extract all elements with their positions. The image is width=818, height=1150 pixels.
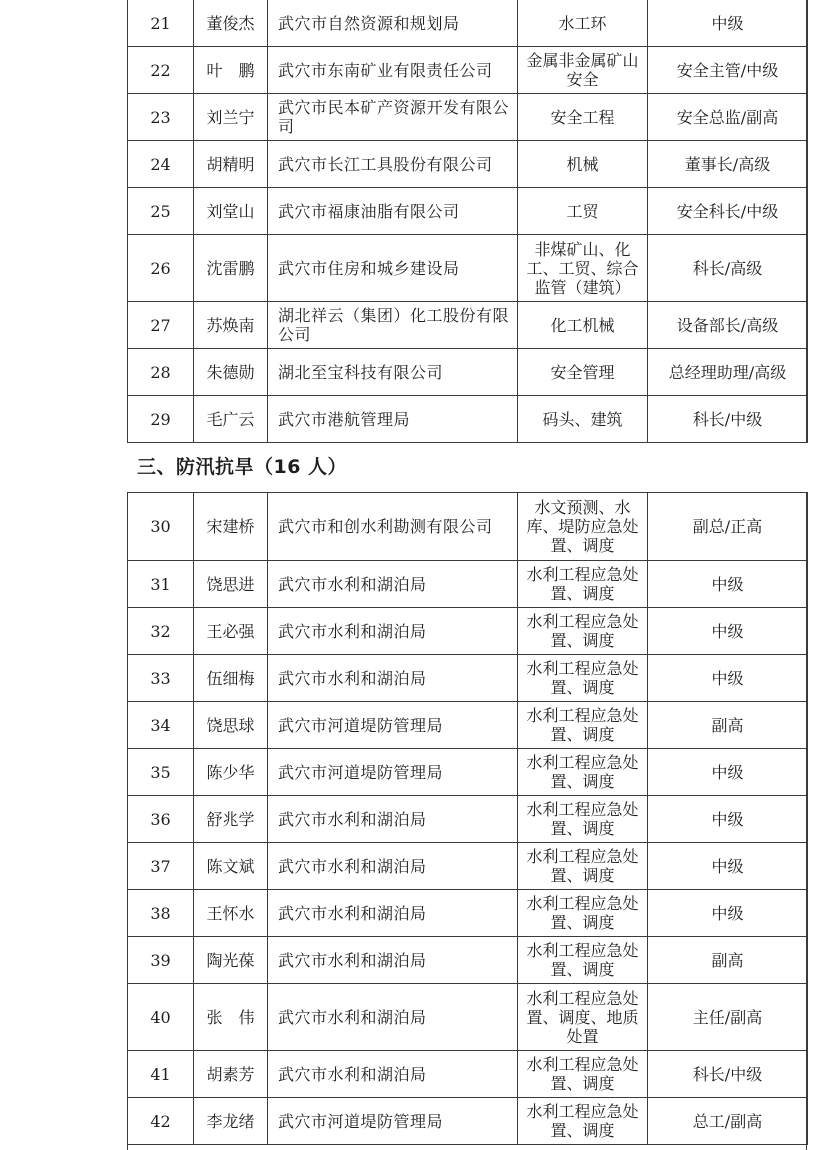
cell-number: 25: [128, 188, 194, 235]
cell-unit: 湖北祥云（集团）化工股份有限公司: [268, 302, 518, 349]
cell-title: 总工/副高: [648, 1098, 808, 1145]
cell-specialty: 水文预测、水库、堤防应急处置、调度: [518, 493, 648, 561]
table-row: [128, 94, 808, 141]
cell-name: 胡精明: [194, 141, 268, 188]
cell-unit: 湖北至宝科技有限公司: [268, 349, 518, 396]
cell-title: 中级: [648, 749, 808, 796]
cell-title: 安全总监/副高: [648, 94, 808, 141]
cell-specialty: 水利工程应急处置、调度: [518, 796, 648, 843]
cell-name: 伍细梅: [194, 655, 268, 702]
cell-number: 37: [128, 843, 194, 890]
cell-name: 毛广云: [194, 396, 268, 443]
table-row: [128, 1098, 808, 1145]
cell-number: 38: [128, 890, 194, 937]
cell-name: 朱德勋: [194, 349, 268, 396]
cell-number: 21: [128, 0, 194, 47]
cell-specialty: 机械: [518, 141, 648, 188]
table-row: [128, 702, 808, 749]
table-row: [128, 749, 808, 796]
cell-name: 王怀水: [194, 890, 268, 937]
cell-title: 副总/正高: [648, 493, 808, 561]
cell-title: 安全主管/中级: [648, 47, 808, 94]
cell-unit: 武穴市长江工具股份有限公司: [268, 141, 518, 188]
cell-name: 陈文斌: [194, 843, 268, 890]
cell-unit: 武穴市水利和湖泊局: [268, 890, 518, 937]
cell-name: 叶 鹏: [194, 47, 268, 94]
table-row: [128, 349, 808, 396]
table-row: [128, 141, 808, 188]
cell-number: 34: [128, 702, 194, 749]
cell-title: 中级: [648, 890, 808, 937]
cell-unit: 武穴市河道堤防管理局: [268, 1098, 518, 1145]
cell-title: 科长/高级: [648, 235, 808, 302]
cell-unit: 武穴市水利和湖泊局: [268, 937, 518, 984]
table-row: [128, 655, 808, 702]
cell-number: 31: [128, 561, 194, 608]
cell-specialty: 水利工程应急处置、调度: [518, 843, 648, 890]
cell-unit: 武穴市和创水利勘测有限公司: [268, 493, 518, 561]
cell-name: 陶光葆: [194, 937, 268, 984]
cell-unit: 武穴市水利和湖泊局: [268, 655, 518, 702]
table-row: [128, 47, 808, 94]
cell-name: 宋建桥: [194, 493, 268, 561]
cell-number: 23: [128, 94, 194, 141]
cell-title: 副高: [648, 702, 808, 749]
table-row: [128, 984, 808, 1051]
cell-name: 沈雷鹏: [194, 235, 268, 302]
cell-unit: 武穴市河道堤防管理局: [268, 702, 518, 749]
cell-title: 安全科长/中级: [648, 188, 808, 235]
cell-unit: 武穴市河道堤防管理局: [268, 749, 518, 796]
cell-title: 科长/中级: [648, 396, 808, 443]
cell-unit: 武穴市民本矿产资源开发有限公司: [268, 94, 518, 141]
cell-name: 王必强: [194, 608, 268, 655]
cell-unit: 武穴市水利和湖泊局: [268, 1051, 518, 1098]
cell-title: 中级: [648, 843, 808, 890]
table-row: [128, 493, 808, 561]
cell-number: 22: [128, 47, 194, 94]
cell-number: 40: [128, 984, 194, 1051]
cell-number: 33: [128, 655, 194, 702]
cell-specialty: 水利工程应急处置、调度: [518, 608, 648, 655]
cell-unit: 武穴市水利和湖泊局: [268, 608, 518, 655]
cell-unit: 武穴市东南矿业有限责任公司: [268, 47, 518, 94]
table-row: [128, 396, 808, 443]
cell-title: 中级: [648, 0, 808, 47]
cell-number: 39: [128, 937, 194, 984]
cell-specialty: 水利工程应急处置、调度: [518, 1098, 648, 1145]
cell-title: 中级: [648, 561, 808, 608]
table-row: [128, 302, 808, 349]
table-row: [128, 796, 808, 843]
cell-title: 中级: [648, 655, 808, 702]
cell-title: 副高: [648, 937, 808, 984]
cell-name: 苏焕南: [194, 302, 268, 349]
table-row: [128, 561, 808, 608]
expert-table-flood-control: [127, 492, 808, 1145]
cell-specialty: 水工环: [518, 0, 648, 47]
table-row: [128, 235, 808, 302]
cell-title: 董事长/高级: [648, 141, 808, 188]
cell-name: 陈少华: [194, 749, 268, 796]
cell-specialty: 金属非金属矿山安全: [518, 47, 648, 94]
cell-title: 科长/中级: [648, 1051, 808, 1098]
table-row: [128, 188, 808, 235]
cell-name: 饶思进: [194, 561, 268, 608]
cell-name: 李龙绪: [194, 1098, 268, 1145]
table-row: [128, 1051, 808, 1098]
table-row: [128, 608, 808, 655]
cell-specialty: 水利工程应急处置、调度: [518, 561, 648, 608]
cell-specialty: 水利工程应急处置、调度: [518, 890, 648, 937]
table-row: [128, 937, 808, 984]
table-row: [128, 843, 808, 890]
cell-specialty: 水利工程应急处置、调度: [518, 702, 648, 749]
cell-specialty: 水利工程应急处置、调度: [518, 655, 648, 702]
cell-unit: 武穴市港航管理局: [268, 396, 518, 443]
cell-name: 舒兆学: [194, 796, 268, 843]
cell-unit: 武穴市水利和湖泊局: [268, 561, 518, 608]
cell-number: 30: [128, 493, 194, 561]
cell-number: 35: [128, 749, 194, 796]
cell-number: 29: [128, 396, 194, 443]
cell-name: 董俊杰: [194, 0, 268, 47]
cell-number: 42: [128, 1098, 194, 1145]
cell-specialty: 非煤矿山、化工、工贸、综合监管（建筑）: [518, 235, 648, 302]
cell-name: 胡素芳: [194, 1051, 268, 1098]
cell-title: 设备部长/高级: [648, 302, 808, 349]
cell-number: 41: [128, 1051, 194, 1098]
cell-title: 中级: [648, 608, 808, 655]
cell-specialty: 化工机械: [518, 302, 648, 349]
cell-specialty: 水利工程应急处置、调度: [518, 937, 648, 984]
cell-unit: 武穴市水利和湖泊局: [268, 843, 518, 890]
section-title: 三、防汛抗旱（16 人）: [137, 456, 348, 478]
cell-number: 32: [128, 608, 194, 655]
table-row: [128, 0, 808, 47]
table-row: [128, 890, 808, 937]
cell-name: 饶思球: [194, 702, 268, 749]
cell-unit: 武穴市自然资源和规划局: [268, 0, 518, 47]
cell-unit: 武穴市水利和湖泊局: [268, 984, 518, 1051]
cell-title: 总经理助理/高级: [648, 349, 808, 396]
cell-unit: 武穴市水利和湖泊局: [268, 796, 518, 843]
cell-specialty: 码头、建筑: [518, 396, 648, 443]
cell-number: 27: [128, 302, 194, 349]
cell-specialty: 水利工程应急处置、调度、地质处置: [518, 984, 648, 1051]
cell-name: 张 伟: [194, 984, 268, 1051]
cell-unit: 武穴市福康油脂有限公司: [268, 188, 518, 235]
cell-specialty: 水利工程应急处置、调度: [518, 1051, 648, 1098]
cell-specialty: 工贸: [518, 188, 648, 235]
cell-number: 28: [128, 349, 194, 396]
cell-title: 主任/副高: [648, 984, 808, 1051]
cell-unit: 武穴市住房和城乡建设局: [268, 235, 518, 302]
cell-number: 36: [128, 796, 194, 843]
cell-number: 24: [128, 141, 194, 188]
cell-number: 26: [128, 235, 194, 302]
cell-title: 中级: [648, 796, 808, 843]
cell-specialty: 安全工程: [518, 94, 648, 141]
cell-name: 刘堂山: [194, 188, 268, 235]
expert-table-safety: [127, 0, 808, 443]
cell-specialty: 安全管理: [518, 349, 648, 396]
cell-specialty: 水利工程应急处置、调度: [518, 749, 648, 796]
cell-name: 刘兰宁: [194, 94, 268, 141]
